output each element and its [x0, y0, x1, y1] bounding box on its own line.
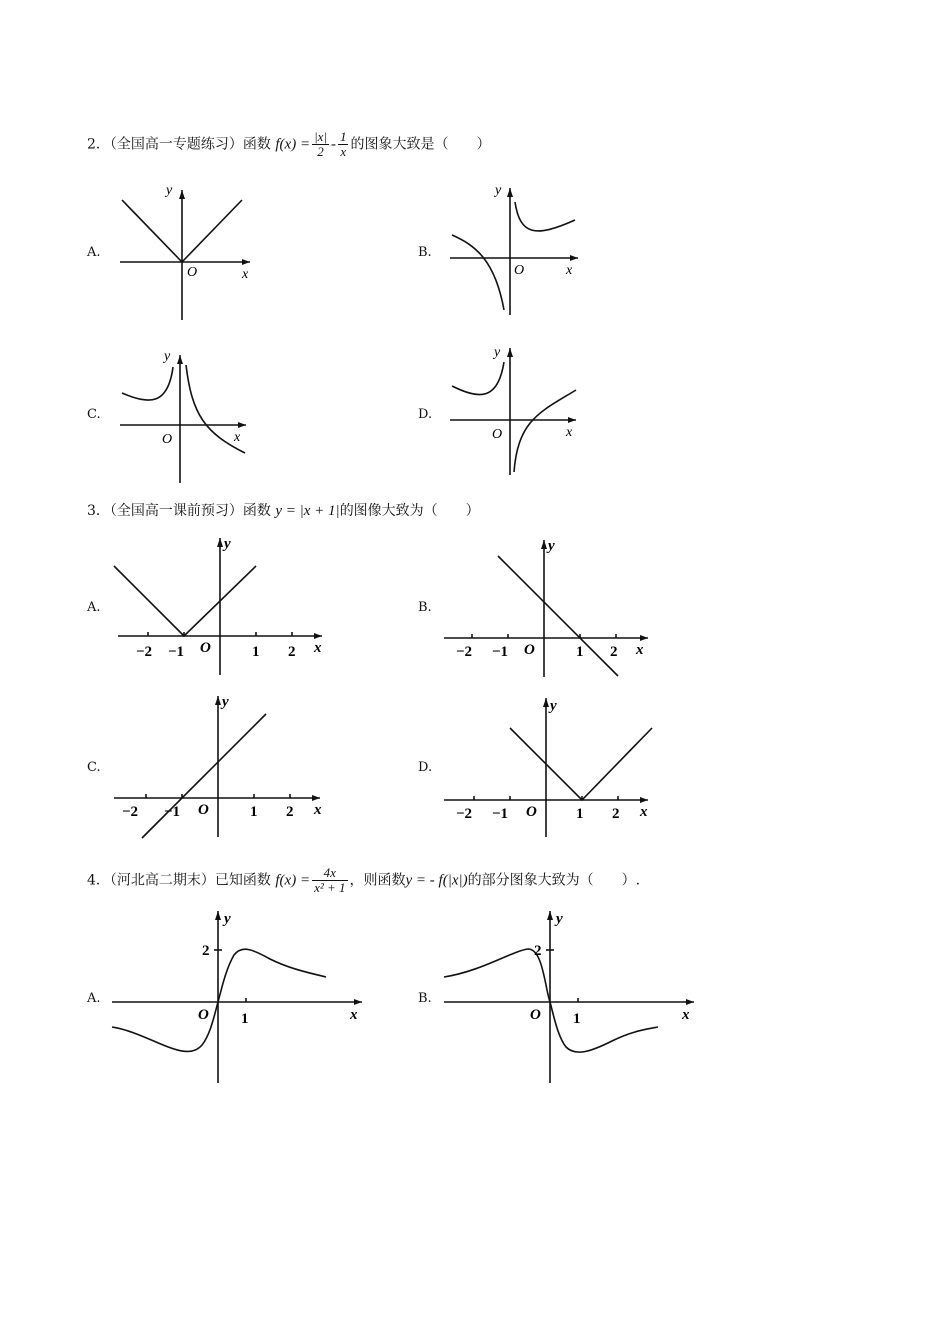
tick-label: 2 [286, 804, 294, 820]
question-source: （全国高一课前预习）函数 [109, 503, 271, 519]
q4-graph-b [442, 905, 702, 1085]
option-c-label[interactable]: C. [87, 760, 101, 775]
function-name: f(x) = [275, 872, 311, 889]
q3-graph-b [436, 532, 656, 682]
y-axis-label: y [164, 349, 171, 364]
y-axis-label: y [548, 538, 555, 554]
question-mid-text: ，则函数 [349, 872, 406, 889]
x-axis-label: x [636, 642, 644, 658]
q2-graph-a [110, 180, 280, 330]
origin-label: O [200, 640, 211, 656]
origin-label: O [530, 1007, 541, 1023]
tick-label: 1 [252, 644, 260, 660]
x-axis-label: x [640, 804, 648, 820]
tick-label: −1 [168, 644, 185, 660]
origin-label: O [187, 265, 198, 280]
tick-label: −2 [122, 804, 139, 820]
q3-graph-c [108, 692, 328, 842]
option-a-label[interactable]: A. [87, 245, 101, 260]
origin-label: O [514, 263, 525, 278]
option-c-label[interactable]: C. [87, 407, 101, 422]
tick-label: 2 [612, 806, 620, 822]
tick-label-y: 2 [202, 943, 210, 959]
tick-label: 1 [576, 806, 584, 822]
origin-label: O [198, 1007, 209, 1023]
q2-graph-b [440, 180, 610, 330]
option-b-label[interactable]: B. [418, 991, 432, 1006]
x-axis-label: x [234, 430, 241, 445]
x-axis-label: x [350, 1007, 358, 1023]
function-formula: y = |x + 1| [275, 503, 340, 519]
origin-label: O [492, 427, 503, 442]
y-axis-label: y [495, 183, 502, 198]
question-2-stem [87, 130, 490, 159]
x-axis-label: x [242, 267, 249, 282]
y-axis-label: y [494, 345, 501, 360]
tick-label: −1 [492, 806, 509, 822]
function-formula-2: y = - f(|x|) [405, 872, 468, 889]
q2-graph-c [110, 345, 280, 495]
question-prompt: 的部分图象大致为（ ）. [467, 872, 641, 889]
x-axis-label: x [566, 425, 573, 440]
origin-label: O [526, 804, 537, 820]
tick-label: −1 [492, 644, 509, 660]
question-source: （全国高一专题练习）函数 [109, 136, 271, 153]
tick-label-x: 1 [573, 1011, 581, 1027]
tick-label: 1 [250, 804, 258, 820]
tick-label-y: 2 [534, 943, 542, 959]
y-axis-label: y [556, 911, 563, 927]
function-name: f(x) = [275, 136, 311, 153]
question-number: 2． [87, 136, 110, 153]
tick-label: 2 [610, 644, 618, 660]
x-axis-label: x [314, 802, 322, 818]
y-axis-label: y [222, 694, 229, 710]
option-b-label[interactable]: B. [418, 245, 432, 260]
q4-graph-a [110, 905, 370, 1085]
origin-label: O [162, 432, 173, 447]
minus-sign: - [330, 136, 336, 153]
y-axis-label: y [550, 698, 557, 714]
option-d-label[interactable]: D. [418, 760, 433, 775]
question-number: 4． [87, 872, 110, 889]
tick-label-x: 1 [241, 1011, 249, 1027]
option-b-label[interactable]: B. [418, 600, 432, 615]
x-axis-label: x [682, 1007, 690, 1023]
y-axis-label: y [224, 536, 231, 552]
x-axis-label: x [314, 640, 322, 656]
origin-label: O [524, 642, 535, 658]
q3-graph-a [110, 530, 330, 680]
tick-label: −1 [164, 804, 181, 820]
tick-label: 1 [576, 644, 584, 660]
q3-graph-d [436, 692, 656, 842]
question-3-stem [87, 502, 480, 520]
fraction-1-over-x: $\frac{1}{x}$ [339, 129, 347, 159]
tick-label: −2 [456, 644, 473, 660]
y-axis-label: y [224, 911, 231, 927]
q2-graph-d [440, 340, 610, 490]
question-4-stem [87, 866, 640, 895]
tick-label: −2 [136, 644, 153, 660]
question-prompt: 的图象大致是（ ） [350, 136, 491, 153]
option-a-label[interactable]: A. [87, 991, 101, 1006]
fraction-abs-x-over-2: $\frac{|x|}{2}$ [314, 129, 327, 159]
x-axis-label: x [566, 263, 573, 278]
option-a-label[interactable]: A. [87, 600, 101, 615]
fraction-4x-over-x2-plus-1: $\frac{4x}{\text{x² + 1}}$ [314, 865, 346, 895]
option-d-label[interactable]: D. [418, 407, 433, 422]
origin-label: O [198, 802, 209, 818]
question-source: （河北高二期末）已知函数 [109, 872, 271, 889]
tick-label: 2 [288, 644, 296, 660]
question-prompt: 的图像大致为（ ） [339, 503, 480, 519]
question-number: 3． [87, 503, 110, 519]
tick-label: −2 [456, 806, 473, 822]
y-axis-label: y [166, 183, 173, 198]
